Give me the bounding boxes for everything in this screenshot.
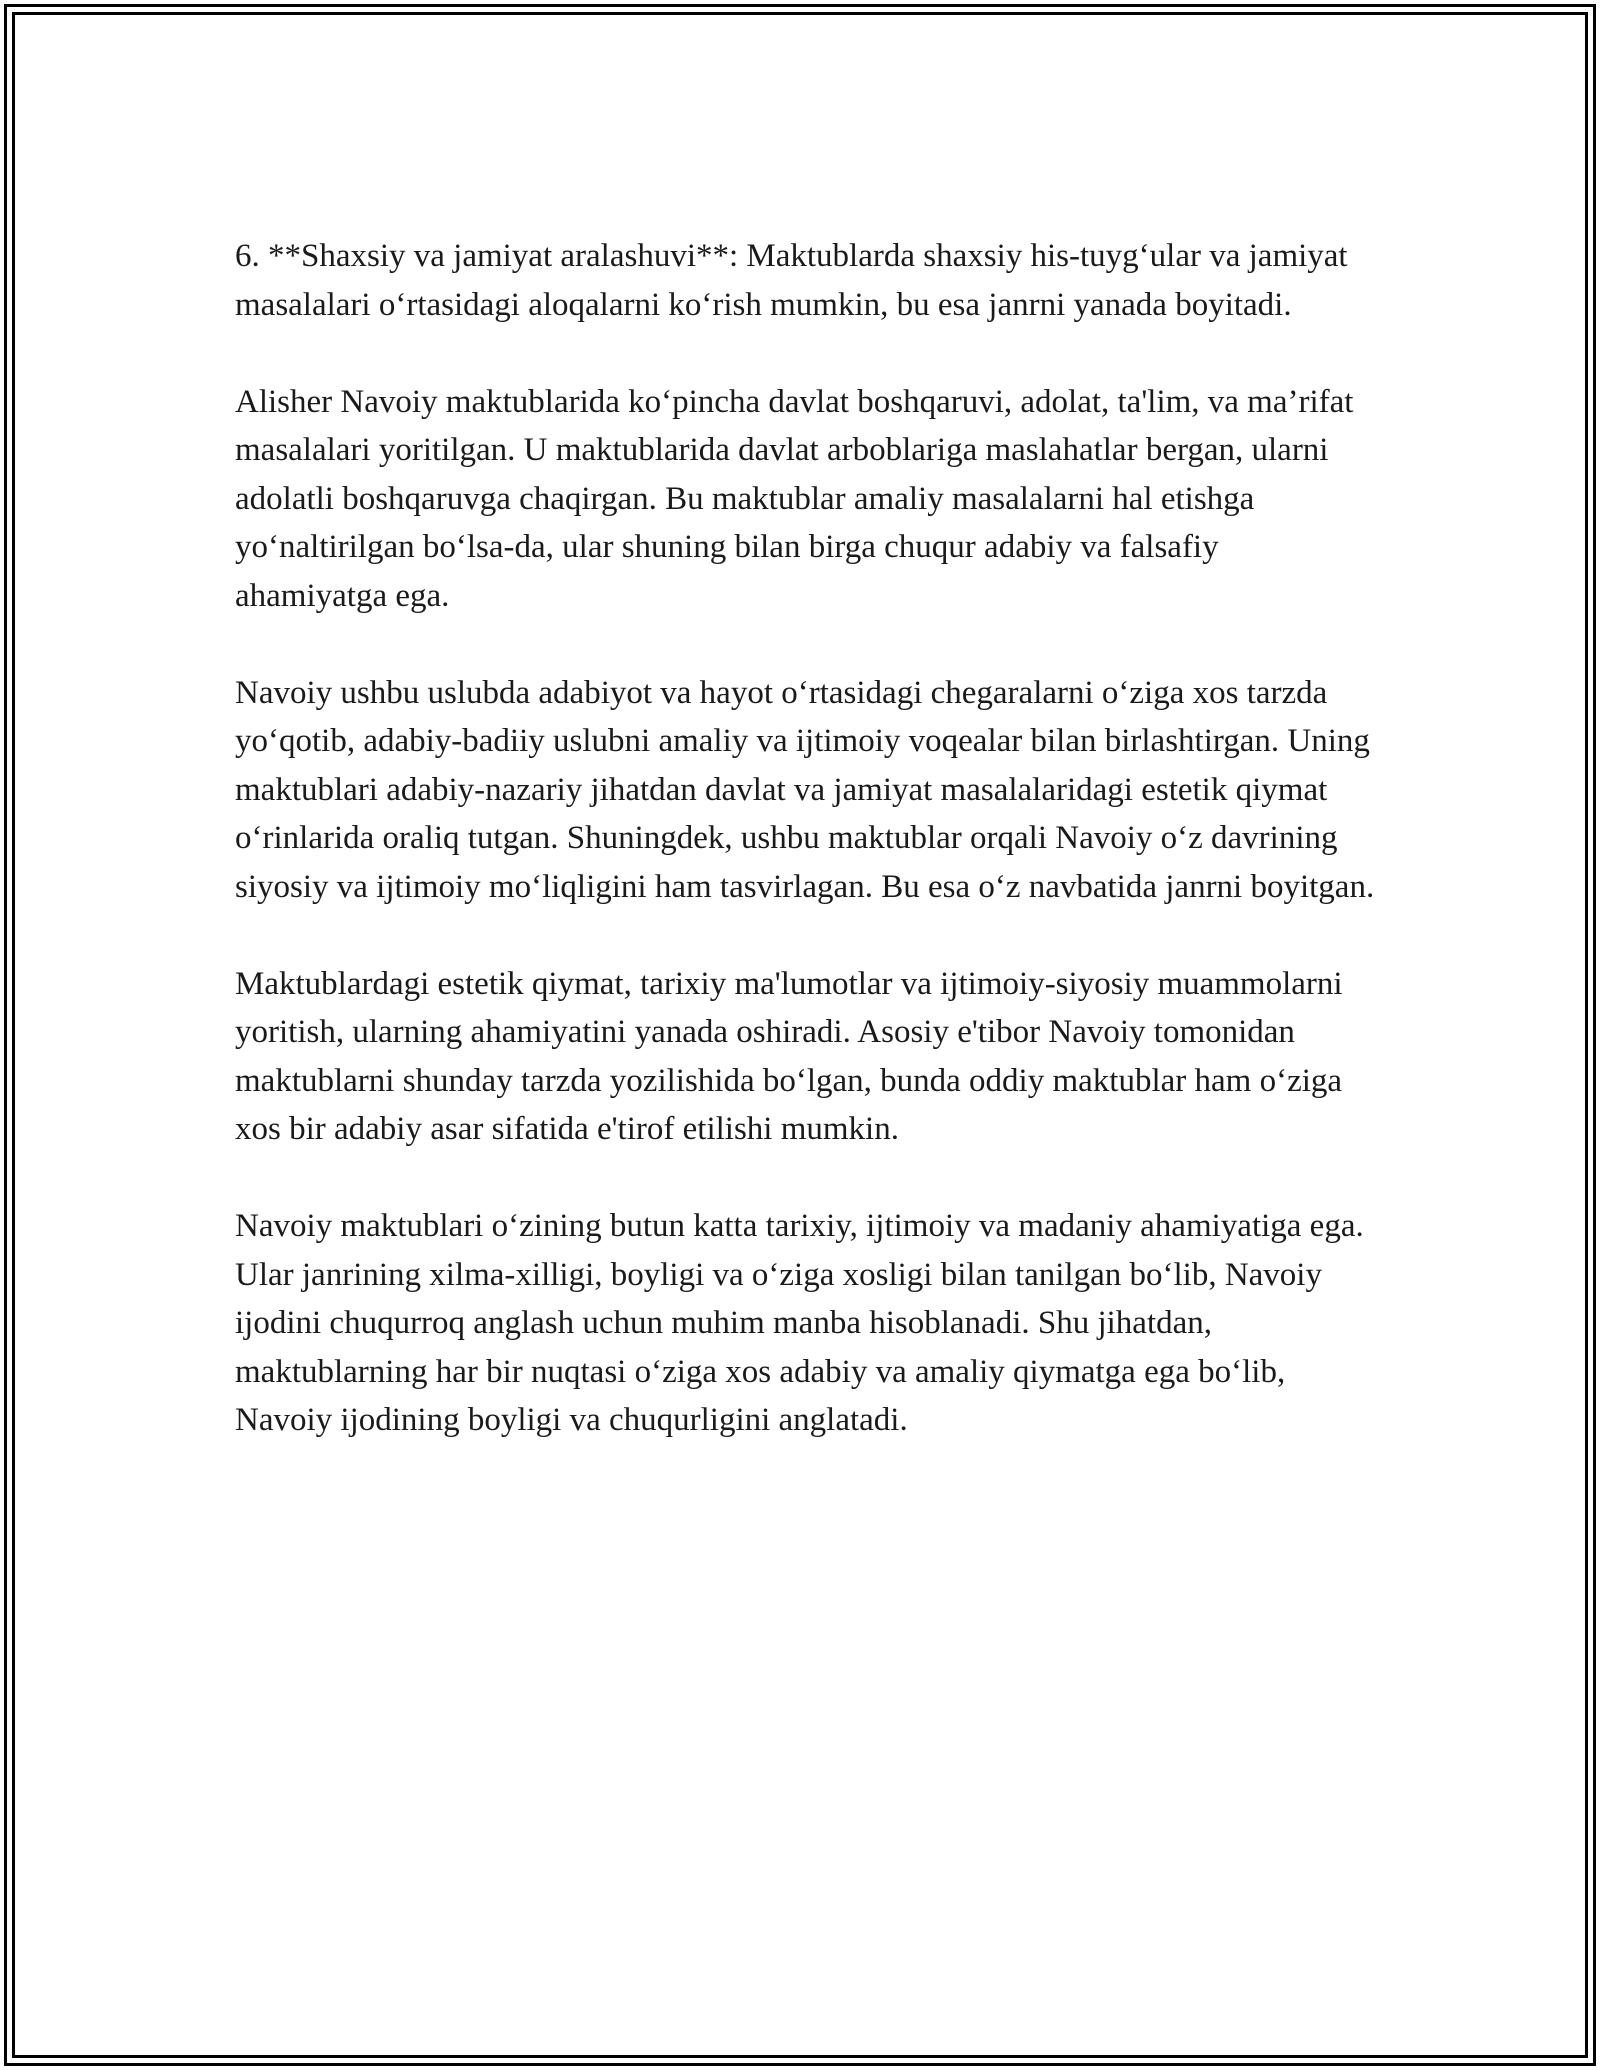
paragraph-aesthetic-value: Maktublardagi estetik qiymat, tarixiy ma'lumotlar va ijtimoiy-siyosiy muammolarni yoritish, ularning ahamiyatini yanada oshiradi. Asosiy e'tibor Navoiy tomonidan maktublarni shunday tarzda yozilishida bo‘lgan, bunda oddiy maktublar ham o‘ziga xos bir adabiy asar sifatida e'tirof etilishi mumkin.: [235, 965, 1343, 1147]
paragraph-navoiy-style: Navoiy ushbu uslubda adabiyot va hayot o‘rtasidagi chegaralarni o‘ziga xos tarzda yo‘qotib, adabiy-badiiy uslubni amaliy va ijtimoiy voqealar bilan birlashtirgan. Uning maktublari adabiy-nazariy jihatdan davlat va jamiyat masalalaridagi estetik qiymat o‘rinlarida oraliq tutgan. Shuningdek, ushbu maktublar orqali Navoiy o‘z davrining siyosiy va ijtimoiy mo‘liqligini ham tasvirlagan. Bu esa o‘z navbatida janrni boyitgan.: [235, 674, 1375, 905]
paragraph-navoiy-letters-topics: Alisher Navoiy maktublarida ko‘pincha davlat boshqaruvi, adolat, ta'lim, va ma’rifat masalalari yoritilgan. U maktublarida davlat arboblariga maslahatlar bergan, ularni adolatli boshqaruvga chaqirgan. Bu maktublar amaliy masalalarni hal etishga yo‘naltirilgan bo‘lsa-da, ular shuning bilan birga chuqur adabiy va falsafiy ahamiyatga ega.: [235, 383, 1354, 614]
paragraph-conclusion: Navoiy maktublari o‘zining butun katta tarixiy, ijtimoiy va madaniy ahamiyatiga ega. Ular janrining xilma-xilligi, boyligi va o‘ziga xosligi bilan tanilgan bo‘lib, Navoiy ijodini chuqurroq anglash uchun muhim manba hisoblanadi. Shu jihatdan, maktublarning har bir nuqtasi o‘ziga xos adabiy va amaliy qiymatga ega bo‘lib, Navoiy ijodining boyligi va chuqurligini anglatadi.: [235, 1208, 1364, 1438]
paragraph-personal-society: 6. **Shaxsiy va jamiyat aralashuvi**: Maktublarda shaxsiy his-tuyg‘ular va jamiyat masalalari o‘rtasidagi aloqalarni ko‘rish mumkin, bu esa janrni yanada boyitadi.: [235, 238, 1348, 323]
document-body: [235, 232, 1375, 1493]
